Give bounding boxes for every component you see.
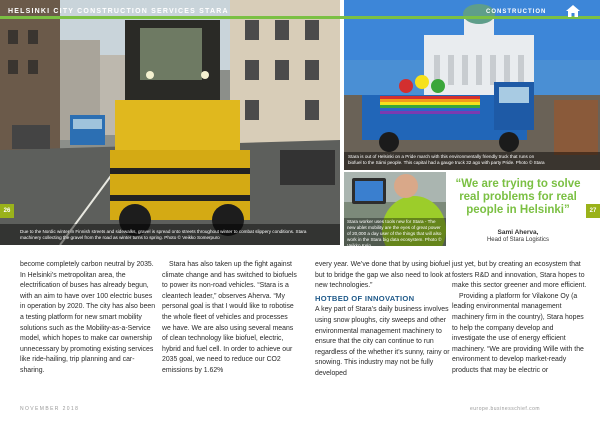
article-column-3 (315, 260, 451, 380)
quote-author-role: Head of Stara Logistics (486, 237, 550, 243)
pride-truck-photo (344, 0, 600, 170)
column-4-text-2: Providing a platform for Vilakone Oy (a leading environmental management machinery firm in the country), Stara hopes to help the company develop and investigate the use of energy efficient machinery. “We are providing Wille with the environment to develop market-ready products that may be electric or (452, 292, 584, 374)
article-column-4 (452, 260, 588, 377)
column-4-text-1: just yet, but by creating an ecosystem that fosters R&D and innovation, Stara hopes to make this sector greener and more efficient. (452, 261, 587, 290)
pull-quote: “We are trying to solve real problems for real people in Helsinki” (455, 178, 581, 216)
section-heading: HOTBED OF INNOVATION (315, 293, 415, 303)
column-3-text-1: every year. We’ve done that by using biofuel but to bridge the gap we also need to look at new technologies.” (315, 261, 451, 290)
loader-caption: Due to the Nordic winter in Finnish streets and sidewalks, gravel is spread onto streets throughout winter to combat slippery conditions. Stara machinery collecting the gravel from the road as winter turns to spring. Photo © Veikko Somerpuro (20, 229, 307, 240)
footer-date: NOVEMBER 2018 (20, 406, 80, 412)
worker-caption: Stara worker uses tools new for Stara - The new ablet mobility are the eyes of great power of 20,000 a day user of the things that will also work in the Stara big data ecosystem. Photo © Veikko Kelo (347, 219, 442, 248)
column-2-text: Stara has also taken up the fight against climate change and has switched to biofuels to power its non-road vehicles. “Stara is a cleantech leader,” observes Aherva. “My personal goal is that I would like to robotise the whole fleet of vehicles and processes we have. We are also using several means of clean technology like biofuel, electric, hybrid and fuel cell. In order to achieve our 2035 goal, we need to reduce our CO2 emissions by 1.62% (162, 261, 297, 374)
truck-caption: Stara is out of Helsinki on a Pride march with this environmentally friendly truck that runs on biofuel to the Sámi people. This capital had a gauge truck 32 ago with party Pride. Photo © Stara (348, 154, 545, 165)
page-number-right: 27 (586, 204, 600, 218)
section-header-left: HELSINKI CITY CONSTRUCTION SERVICES STARA (8, 8, 229, 15)
page-number-left: 26 (0, 204, 14, 218)
article-column-2 (162, 260, 298, 377)
loader-photo (0, 0, 340, 245)
column-1-text: become completely carbon neutral by 2035. In Helsinki’s metropolitan area, the electrification of buses has already begun, with an aim to have over 100 electric buses in operation by 2020. The city has also been a testing platform for new smart mobility solutions such as the Mobility-as-a-Service model, which hopes to make car ownership unnecessary by promoting existing services like ride-hailing, trip planning and car-sharing. (20, 261, 156, 374)
footer-url[interactable]: europe.businesschief.com (470, 406, 541, 412)
home-icon[interactable] (566, 5, 580, 17)
article-column-1 (20, 260, 156, 377)
quote-author-name: Sami Aherva, (497, 229, 539, 236)
header-stripe (0, 16, 600, 19)
column-3-text-2: A key part of Stara’s daily business involves using snow ploughs, city sweeps and other environmental management machinery to ensure that the city can continue to run regardless of the whether it’s sunny, rainy or snowing. This industry may not be fully developed (315, 306, 450, 377)
section-header-right: CONSTRUCTION (486, 9, 547, 15)
